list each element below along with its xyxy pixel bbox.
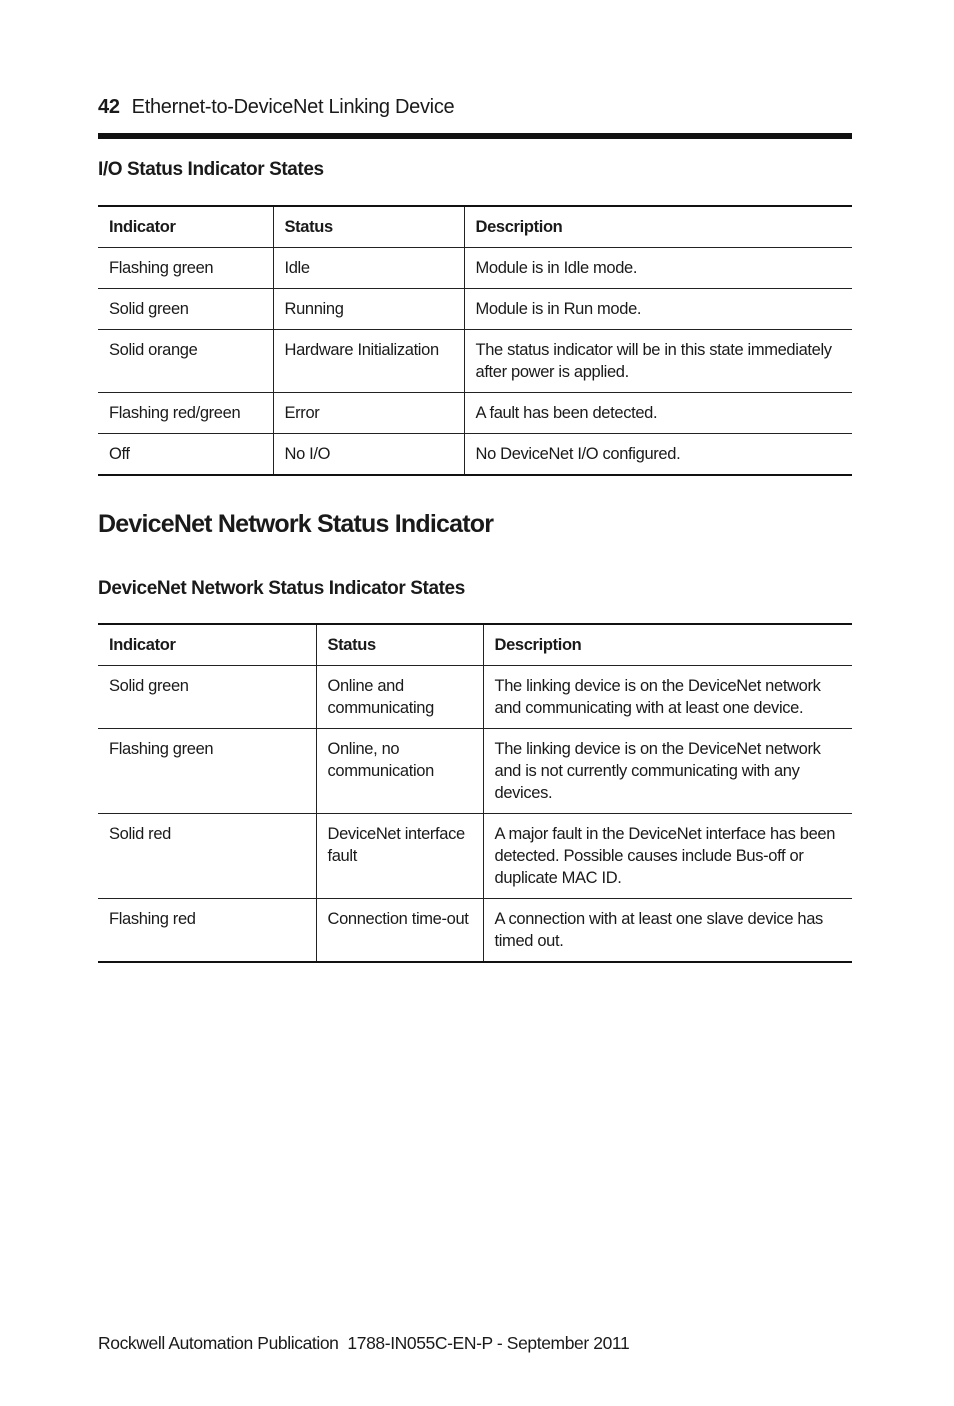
devicenet-table-caption: DeviceNet Network Status Indicator States <box>98 578 465 599</box>
table-row <box>98 289 852 330</box>
status-cell: No I/O <box>273 434 464 476</box>
header-rule <box>98 133 852 139</box>
description-cell: A connection with at least one slave device has timed out. <box>483 899 852 963</box>
column-header: Status <box>316 624 483 666</box>
status-cell: Online, no communication <box>316 729 483 814</box>
status-cell: Hardware Initialization <box>273 330 464 393</box>
table-header-row <box>98 206 852 248</box>
table-row <box>98 393 852 434</box>
description-cell: A fault has been detected. <box>464 393 852 434</box>
io-table-caption: I/O Status Indicator States <box>98 159 324 180</box>
table-header-row <box>98 624 852 666</box>
indicator-cell: Flashing green <box>98 248 273 289</box>
indicator-cell: Flashing green <box>98 729 316 814</box>
status-cell: DeviceNet interface fault <box>316 814 483 899</box>
description-cell: The status indicator will be in this state immediately after power is applied. <box>464 330 852 393</box>
status-cell: Running <box>273 289 464 330</box>
indicator-cell: Solid green <box>98 666 316 729</box>
page-header <box>98 96 454 119</box>
table-row <box>98 434 852 476</box>
section-heading: DeviceNet Network Status Indicator <box>98 510 494 538</box>
table-row <box>98 330 852 393</box>
status-cell: Idle <box>273 248 464 289</box>
description-cell: No DeviceNet I/O configured. <box>464 434 852 476</box>
indicator-cell: Off <box>98 434 273 476</box>
indicator-cell: Solid orange <box>98 330 273 393</box>
table-row <box>98 729 852 814</box>
publication-footer: Rockwell Automation Publication 1788-IN055C-EN-P - September 2011 <box>98 1333 630 1353</box>
status-cell: Online and communicating <box>316 666 483 729</box>
table-row <box>98 248 852 289</box>
indicator-cell: Solid red <box>98 814 316 899</box>
description-cell: Module is in Idle mode. <box>464 248 852 289</box>
table-row <box>98 666 852 729</box>
table-row <box>98 814 852 899</box>
description-cell: Module is in Run mode. <box>464 289 852 330</box>
column-header: Indicator <box>98 206 273 248</box>
description-cell: A major fault in the DeviceNet interface has been detected. Possible causes include Bus-off or duplicate MAC ID. <box>483 814 852 899</box>
column-header: Status <box>273 206 464 248</box>
status-cell: Error <box>273 393 464 434</box>
status-cell: Connection time-out <box>316 899 483 963</box>
table-row <box>98 899 852 963</box>
devicenet-status-table <box>98 623 852 963</box>
column-header: Indicator <box>98 624 316 666</box>
io-status-table <box>98 205 852 476</box>
description-cell: The linking device is on the DeviceNet network and is not currently communicating with any devices. <box>483 729 852 814</box>
indicator-cell: Flashing red/green <box>98 393 273 434</box>
column-header: Description <box>464 206 852 248</box>
indicator-cell: Flashing red <box>98 899 316 963</box>
description-cell: The linking device is on the DeviceNet network and communicating with at least one device. <box>483 666 852 729</box>
page-number: 42 <box>98 96 120 118</box>
indicator-cell: Solid green <box>98 289 273 330</box>
document-title: Ethernet-to-DeviceNet Linking Device <box>131 96 455 118</box>
column-header: Description <box>483 624 852 666</box>
